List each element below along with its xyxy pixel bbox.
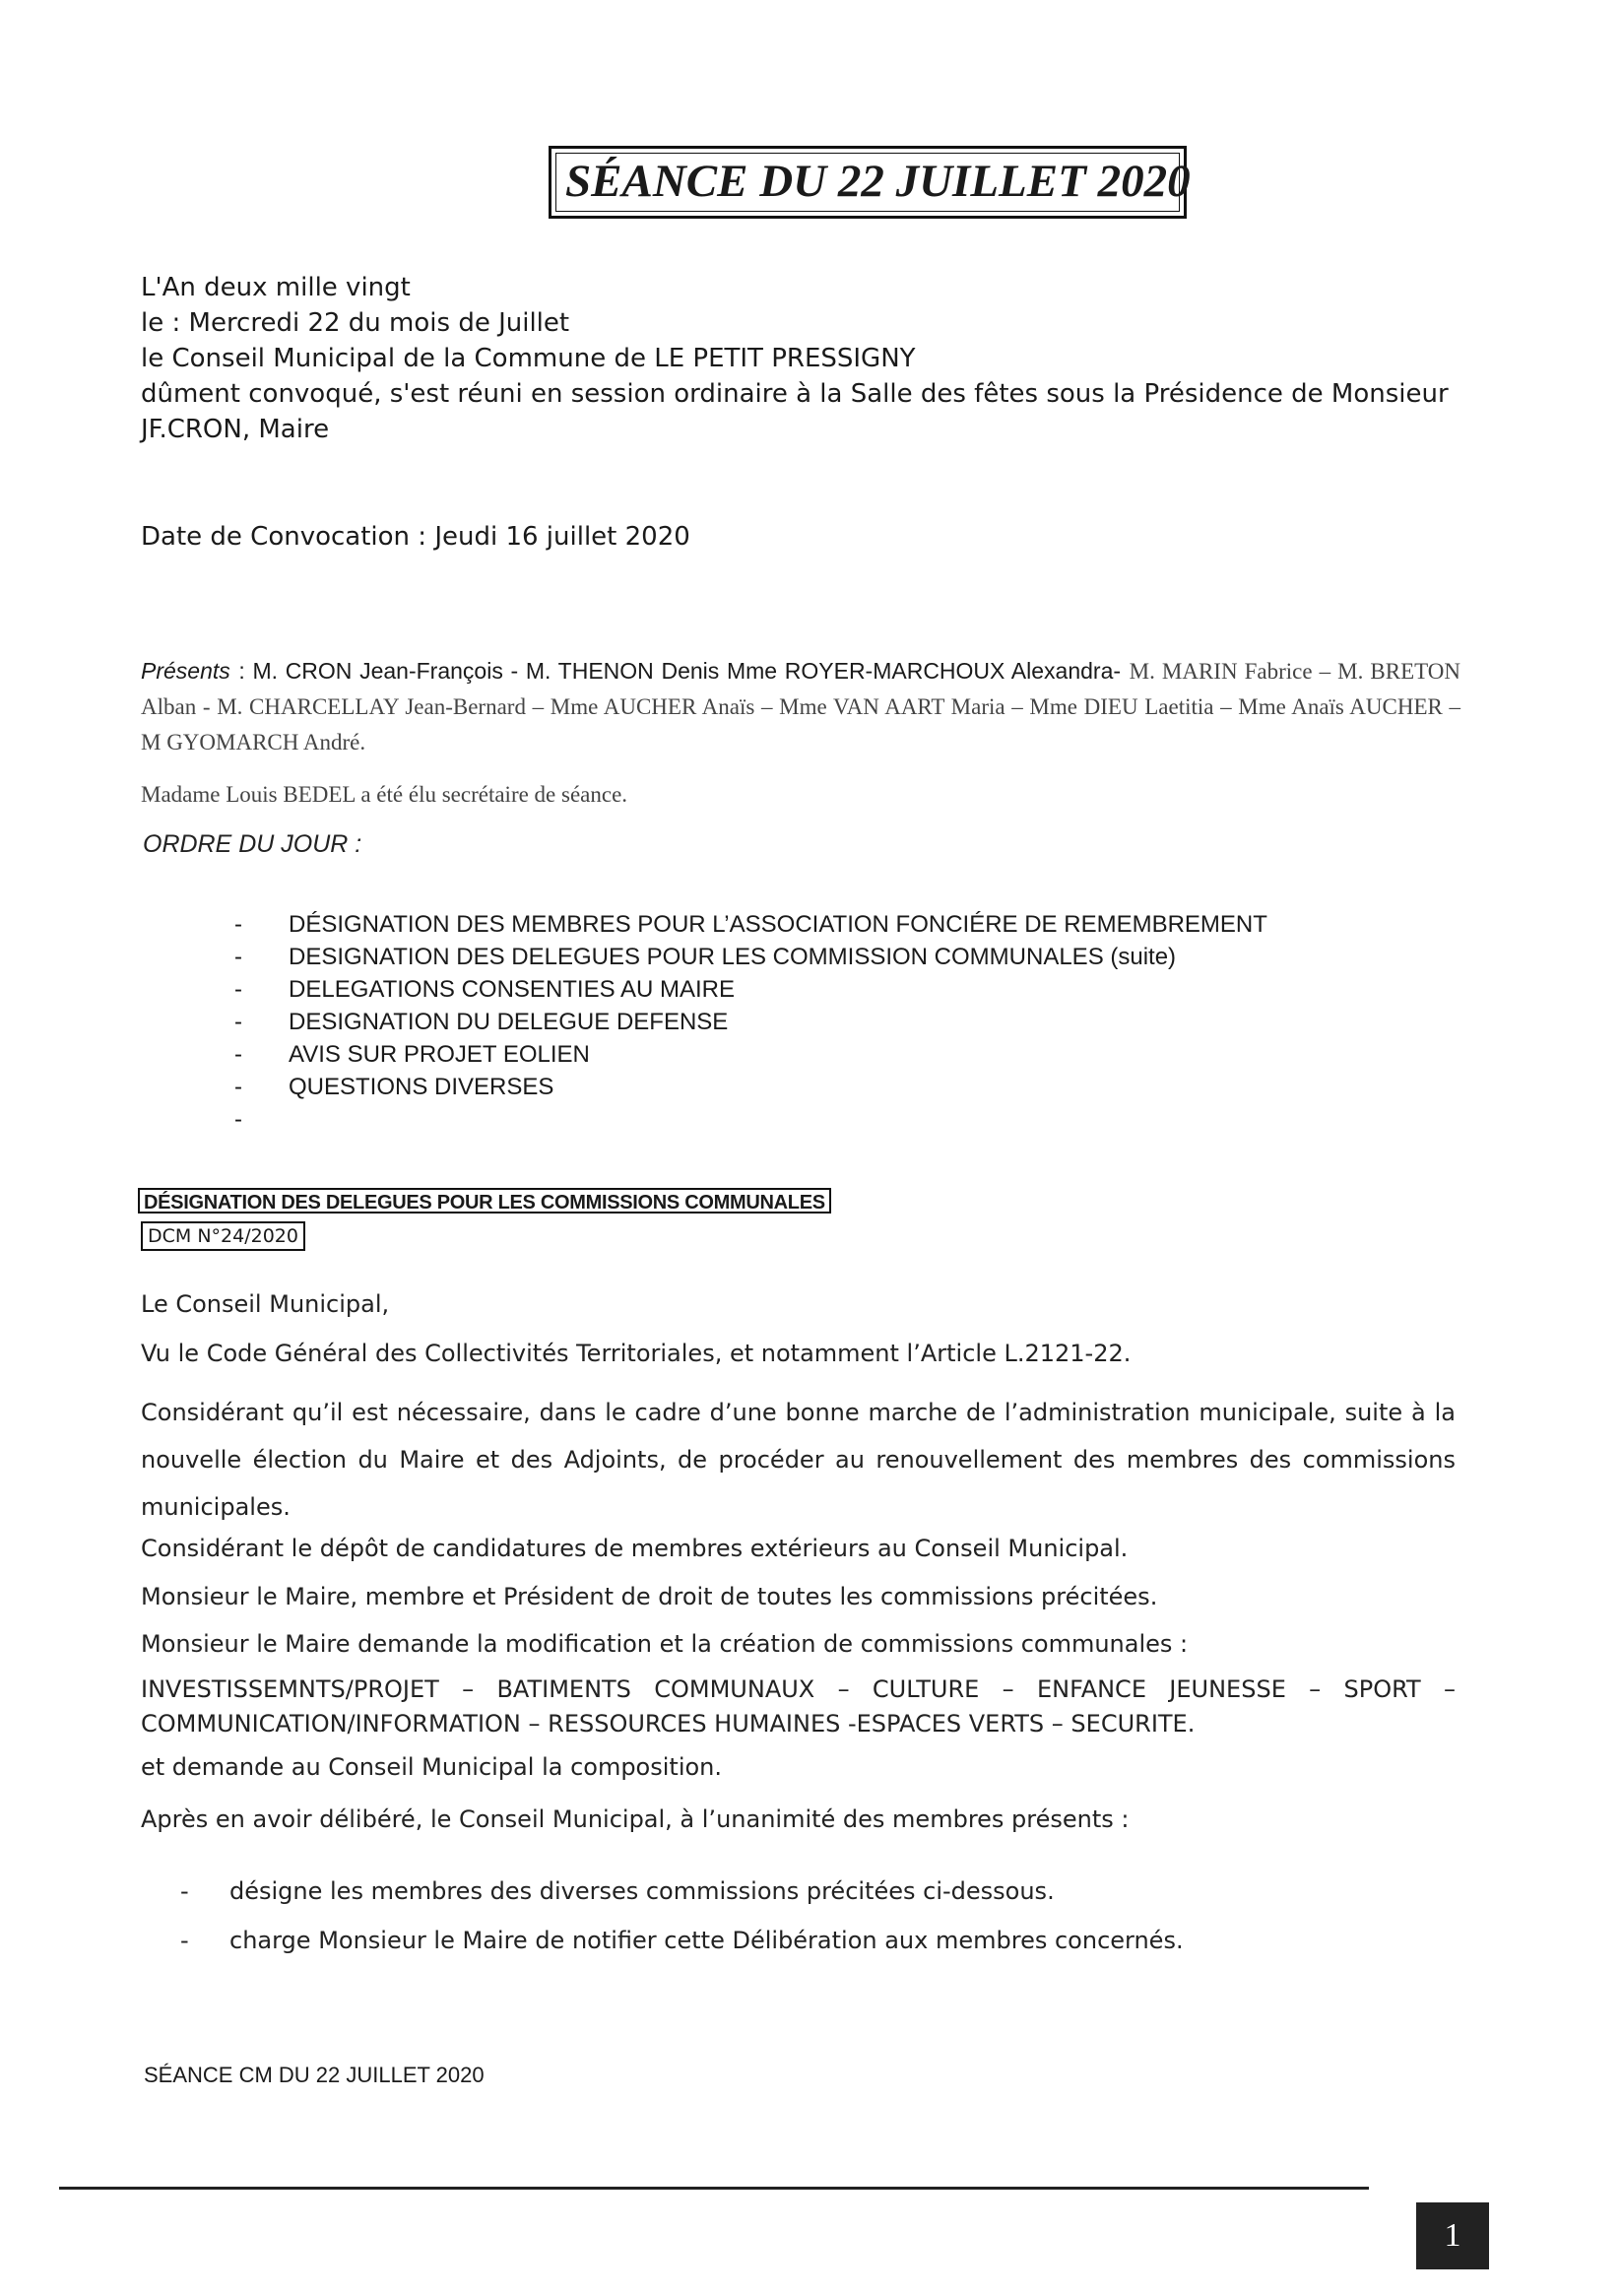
- agenda-item: [234, 1006, 1267, 1038]
- decision-text: charge Monsieur le Maire de notifier cette Délibération aux membres concernés.: [229, 1927, 1184, 1954]
- intro-line: le Conseil Municipal de la Commune de LE PETIT PRESSIGNY: [141, 344, 916, 373]
- convocation-date: Date de Convocation : Jeudi 16 juillet 2020: [141, 522, 690, 552]
- paragraph: Vu le Code Général des Collectivités Territoriales, et notamment l’Article L.2121-22.: [141, 1340, 1132, 1367]
- decisions-list: [180, 1867, 1184, 1965]
- agenda-bullet: -: [234, 976, 242, 1003]
- intro-block: [141, 270, 1460, 447]
- agenda-heading: ORDRE DU JOUR :: [143, 830, 362, 858]
- agenda-item: [234, 1103, 1267, 1136]
- decision-bullet: -: [180, 1877, 189, 1905]
- agenda-list: [234, 908, 1267, 1136]
- agenda-item-label: QUESTIONS DIVERSES: [289, 1074, 554, 1100]
- agenda-item-label: DESIGNATION DES DELEGUES POUR LES COMMISSION COMMUNALES (suite): [289, 944, 1177, 970]
- footer-divider: [59, 2187, 1369, 2190]
- agenda-item-label: DESIGNATION DU DELEGUE DEFENSE: [289, 1009, 729, 1035]
- commissions-list: [141, 1673, 1456, 1741]
- commission-word: –: [1002, 1675, 1014, 1703]
- attendance-list: [141, 654, 1460, 760]
- commission-word: –: [837, 1675, 850, 1703]
- secretary-note: Madame Louis BEDEL a été élu secrétaire de séance.: [141, 782, 628, 807]
- commission-word: CULTURE: [872, 1675, 980, 1703]
- page-title: SÉANCE DU 22 JUILLET 2020: [565, 156, 1191, 207]
- attendance-label: Présents: [141, 658, 230, 684]
- agenda-item: [234, 973, 1267, 1006]
- commissions-line-2: COMMUNICATION/INFORMATION – RESSOURCES HUMAINES -ESPACES VERTS – SECURITE.: [141, 1710, 1196, 1738]
- commission-word: SPORT: [1343, 1675, 1421, 1703]
- agenda-bullet: -: [234, 1009, 242, 1035]
- agenda-bullet: -: [234, 944, 242, 970]
- decision-item: [180, 1867, 1184, 1916]
- decision-bullet: -: [180, 1927, 189, 1954]
- paragraph: Considérant le dépôt de candidatures de membres extérieurs au Conseil Municipal.: [141, 1535, 1129, 1562]
- commission-word: BATIMENTS: [496, 1675, 631, 1703]
- paragraph: Monsieur le Maire demande la modification et la création de commissions communales :: [141, 1630, 1189, 1658]
- decision-item: [180, 1916, 1184, 1965]
- agenda-item: [234, 1038, 1267, 1071]
- commission-word: COMMUNAUX: [654, 1675, 815, 1703]
- attendance-names-1: : M. CRON Jean-François - M. THENON Denis Mme ROYER-MARCHOUX Alexandra-: [238, 658, 1122, 684]
- paragraph: Après en avoir délibéré, le Conseil Municipal, à l’unanimité des membres présents :: [141, 1805, 1130, 1833]
- agenda-item-label: DÉSIGNATION DES MEMBRES POUR L’ASSOCIATION FONCIÉRE DE REMEMBREMENT: [289, 911, 1267, 938]
- intro-line: le : Mercredi 22 du mois de Juillet: [141, 308, 570, 338]
- commission-word: –: [462, 1675, 475, 1703]
- intro-line: L'An deux mille vingt: [141, 273, 411, 302]
- agenda-item: [234, 941, 1267, 973]
- agenda-item-label: DELEGATIONS CONSENTIES AU MAIRE: [289, 976, 735, 1003]
- paragraph: Considérant qu’il est nécessaire, dans le cadre d’une bonne marche de l’administration municipale, suite à la nouvelle élection du Maire et des Adjoints, de procéder au renouvellement des membres des commissions municipales.: [141, 1399, 1456, 1521]
- page-number: 1: [1416, 2202, 1489, 2269]
- deliberation-title: DÉSIGNATION DES DELEGUES POUR LES COMMISSIONS COMMUNALES: [138, 1188, 831, 1214]
- commissions-line-1: [141, 1673, 1456, 1707]
- intro-line: dûment convoqué, s'est réuni en session ordinaire à la Salle des fêtes sous la Présidence de Monsieur: [141, 379, 1449, 409]
- deliberation-reference: DCM N°24/2020: [141, 1221, 305, 1251]
- agenda-item-label: AVIS SUR PROJET EOLIEN: [289, 1041, 590, 1068]
- intro-line: JF.CRON, Maire: [141, 415, 330, 444]
- agenda-item: [234, 1071, 1267, 1103]
- agenda-bullet: -: [234, 1074, 242, 1100]
- paragraph: Monsieur le Maire, membre et Président de droit de toutes les commissions précitées.: [141, 1583, 1158, 1610]
- commission-word: INVESTISSEMNTS/PROJET: [141, 1675, 439, 1703]
- commission-word: JEUNESSE: [1169, 1675, 1286, 1703]
- footer-text: SÉANCE CM DU 22 JUILLET 2020: [144, 2063, 485, 2087]
- commission-word: –: [1443, 1675, 1456, 1703]
- commission-word: ENFANCE: [1036, 1675, 1146, 1703]
- title-frame: [549, 146, 1191, 219]
- agenda-item: [234, 908, 1267, 941]
- commission-word: –: [1309, 1675, 1322, 1703]
- paragraph: Le Conseil Municipal,: [141, 1290, 390, 1318]
- attendance-names-2: M. MARIN Fabrice – M. BRETON Alban - M. CHARCELLAY Jean-Bernard – Mme AUCHER Anaïs – Mme VAN AART Maria – Mme DIEU Laetitia – Mme Anaïs AUCHER – M GYOMARCH André.: [141, 659, 1460, 754]
- agenda-bullet: -: [234, 1106, 242, 1133]
- decision-text: désigne les membres des diverses commissions précitées ci-dessous.: [229, 1877, 1055, 1905]
- paragraph: et demande au Conseil Municipal la composition.: [141, 1753, 723, 1781]
- agenda-bullet: -: [234, 911, 242, 938]
- agenda-bullet: -: [234, 1041, 242, 1068]
